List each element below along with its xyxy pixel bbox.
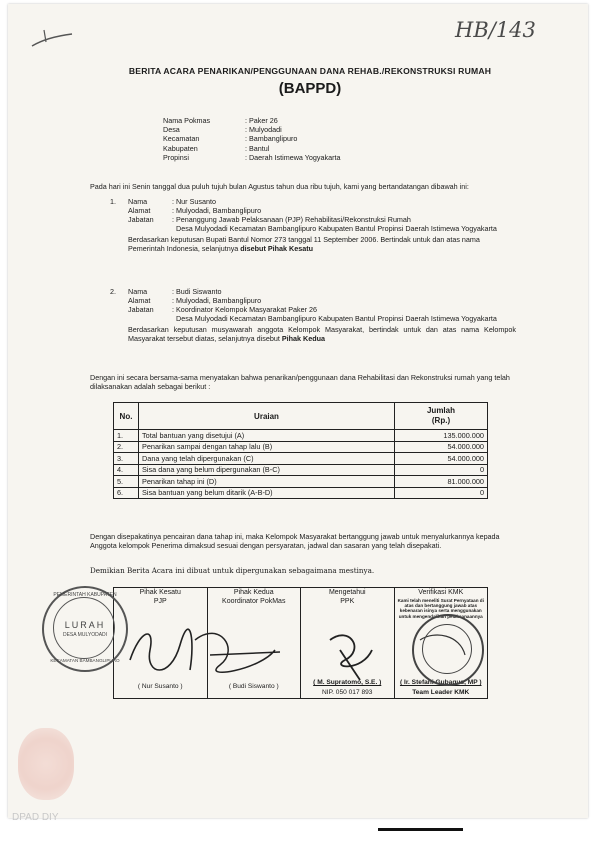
col-uraian: Uraian	[139, 403, 395, 430]
table-row	[114, 476, 488, 488]
info-label: Nama Pokmas	[163, 116, 211, 125]
info-value: : Daerah Istimewa Yogyakarta	[245, 152, 341, 162]
signature-cell-ppk	[301, 588, 395, 699]
signature-role: Koordinator PokMas	[222, 597, 286, 605]
table-row	[114, 464, 488, 476]
party-jabatan-continued: Desa Mulyodadi Kecamatan Bambanglipuro Kabupaten Bantul Propinsi Daerah Istimewa Yogyakarta	[176, 224, 497, 233]
row-amount: 81.000.000	[395, 476, 488, 488]
info-value: : Bambanglipuro	[245, 134, 298, 144]
party-label: Jabatan	[128, 215, 154, 224]
signature-cell-pokmas	[207, 588, 301, 699]
info-value: : Mulyodadi	[245, 125, 282, 135]
closing-statement: Demikian Berita Acara ini dibuat untuk dipergunakan sebagaimana mestinya.	[90, 566, 375, 575]
signature-cell-pjp	[114, 588, 208, 699]
party-label: Alamat	[128, 296, 151, 305]
verification-note: Kami telah meneliti Surat Pernyataan di atas dan bertanggung jawab atas kebenaran isinya serta menggunakan untuk mengendalikan pelaksanaannya	[397, 597, 484, 619]
statement-text: Dengan ini secara bersama-sama menyatakan bahwa penarikan/penggunaan dana Rehabilitasi dan Rekonstruksi rumah yang telah dilaksanakan adalah sebagai berikut :	[90, 373, 510, 391]
table-row	[114, 487, 488, 499]
party-designation: Pihak Kedua	[281, 334, 325, 343]
info-row	[163, 153, 341, 162]
info-row	[163, 125, 341, 134]
row-amount: 0	[395, 464, 488, 476]
document-acronym: (BAPPD)	[278, 80, 342, 97]
row-desc: Sisa bantuan yang belum ditarik (A-B-D)	[139, 487, 395, 499]
party-label: Nama	[128, 197, 148, 206]
party-designation: disebut Pihak Kesatu	[240, 244, 313, 253]
row-no: 4.	[114, 464, 139, 476]
row-amount: 54.000.000	[395, 453, 488, 465]
pencil-mark	[30, 26, 75, 50]
closing-text: Dengan disepakatinya pencairan dana tahap ini, maka Kelompok Masyarakat bertanggung jawab untuk menyalurkannya kepada Anggota kelompok Penerima dimaksud sesuai dengan persyaratan, jadwal dan sasaran yang telah disepakati.	[90, 532, 500, 550]
row-desc: Total bantuan yang disetujui (A)	[139, 430, 395, 442]
info-label: Propinsi	[163, 152, 189, 162]
watermark-text: DPAD DIY	[12, 812, 59, 823]
signatory-name: ( Budi Siswanto )	[228, 683, 279, 690]
village-stamp	[42, 586, 128, 672]
stamp-bottom-text: KECAMATAN BAMBANGLIPURO	[50, 658, 120, 663]
info-row	[163, 116, 341, 125]
row-desc: Penarikan sampai dengan tahap lalu (B)	[139, 441, 395, 453]
signatory-name: ( Nur Susanto )	[137, 683, 183, 690]
party-number: 1.	[110, 197, 116, 206]
party-value: : Nur Susanto	[172, 197, 216, 206]
party-number: 2.	[110, 287, 116, 296]
kmk-stamp	[412, 614, 484, 686]
signatory-title: Team Leader KMK	[412, 689, 470, 696]
info-value: : Paker 26	[245, 116, 278, 125]
stamp-sub-text: DESA MULYODADI	[62, 632, 108, 638]
document-title: BERITA ACARA PENARIKAN/PENGGUNAAN DANA REHAB./REKONSTRUKSI RUMAH	[128, 66, 492, 76]
party-value: : Mulyodadi, Bambanglipuro	[172, 296, 262, 305]
party-value: : Penanggung Jawab Pelaksanaan (PJP) Rehabilitasi/Rekonstruksi Rumah	[172, 215, 411, 224]
signature-heading: Verifikasi KMK	[418, 589, 464, 596]
row-amount: 54.000.000	[395, 441, 488, 453]
signatory-name: ( Ir. Stefani Gubagus, MP )	[399, 679, 482, 686]
party-label: Nama	[128, 287, 148, 296]
party-basis: Berdasarkan keputusan Bupati Bantul Nomor 273 tanggal 11 September 2006. Bertindak untuk dan atas nama Pemerintah Indonesia, selanjutnya disebut Pihak Kesatu	[128, 235, 480, 253]
col-no: No.	[114, 403, 139, 430]
row-amount: 0	[395, 487, 488, 499]
info-label: Kecamatan	[163, 134, 200, 144]
party-label: Jabatan	[128, 305, 154, 314]
intro-text: Pada hari ini Senin tanggal dua puluh tujuh bulan Agustus tahun dua ribu tujuh, kami yang bertandatangan dibawah ini:	[90, 182, 469, 191]
col-jumlah: Jumlah (Rp.)	[395, 403, 488, 430]
table-header-row	[114, 403, 488, 430]
party-value: : Mulyodadi, Bambanglipuro	[172, 206, 262, 215]
table-row	[114, 430, 488, 442]
party-one	[110, 197, 517, 253]
row-no: 2.	[114, 441, 139, 453]
party-basis: Berdasarkan keputusan musyawarah anggota Kelompok Masyarakat, bertindak untuk dan atas nama Kelompok Masyarakat tersebut diatas, selanjutnya disebut Pihak Kedua	[128, 325, 516, 343]
party-value: : Budi Siswanto	[172, 287, 222, 296]
row-no: 6.	[114, 487, 139, 499]
row-desc: Penarikan tahap ini (D)	[139, 476, 395, 488]
redaction-bar	[378, 828, 463, 831]
party-label: Alamat	[128, 206, 151, 215]
signatory-nip: NIP. 050 017 893	[322, 689, 373, 696]
party-value: : Koordinator Kelompok Masyarakat Paker 26	[172, 305, 318, 314]
table-row	[114, 453, 488, 465]
info-row	[163, 134, 341, 143]
handwritten-code: HB/143	[455, 18, 536, 42]
amounts-table	[113, 402, 488, 499]
signature-heading: Pihak Kedua	[233, 589, 274, 596]
row-desc: Dana yang telah dipergunakan (C)	[139, 453, 395, 465]
row-no: 1.	[114, 430, 139, 442]
party-jabatan-continued: Desa Mulyodadi Kecamatan Bambanglipuro Kabupaten Bantul Propinsi Daerah Istimewa Yogyakarta	[176, 314, 497, 323]
signature-heading: Pihak Kesatu	[139, 589, 181, 596]
pokmas-info	[163, 116, 341, 162]
dpad-crest-icon	[18, 728, 74, 800]
stamp-center-text: LURAH	[64, 620, 106, 630]
row-no: 5.	[114, 476, 139, 488]
info-label: Desa	[163, 125, 180, 135]
info-label: Kabupaten	[163, 143, 198, 153]
signature-role: PPK	[340, 597, 355, 605]
info-row	[163, 144, 341, 153]
signature-role: PJP	[153, 597, 167, 605]
info-value: : Bantul	[245, 143, 270, 153]
row-amount: 135.000.000	[395, 430, 488, 442]
row-no: 3.	[114, 453, 139, 465]
table-row	[114, 441, 488, 453]
signature-heading: Mengetahui	[328, 589, 366, 596]
stamp-top-text: PEMERINTAH KABUPATEN	[53, 592, 117, 598]
row-desc: Sisa dana yang belum dipergunakan (B-C)	[139, 464, 395, 476]
signatory-name: ( M. Supratomo, S.E. )	[313, 679, 382, 686]
party-two	[110, 287, 517, 343]
